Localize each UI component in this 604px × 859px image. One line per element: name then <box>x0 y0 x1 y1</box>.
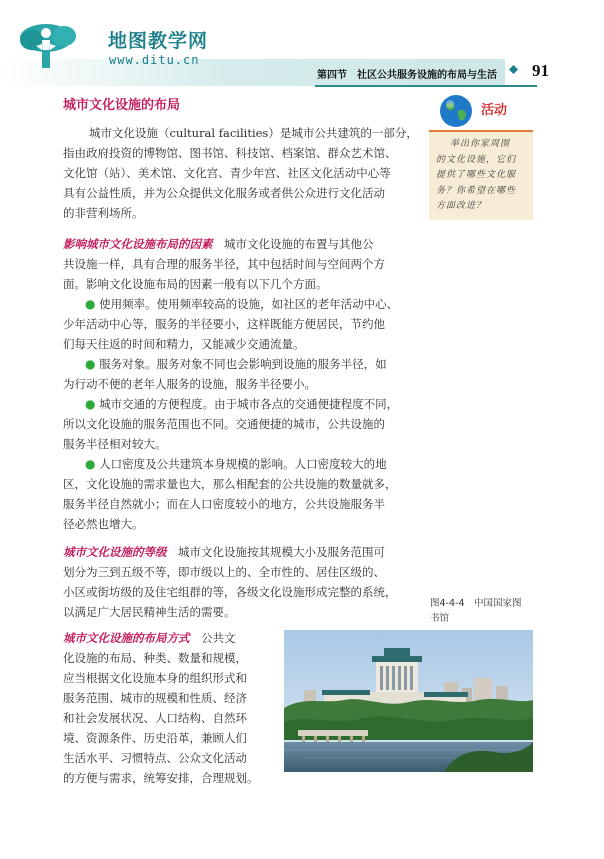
bullet-2-line-2: 为行动不便的老年人服务的设施，服务半径要小。 <box>63 377 316 391</box>
activity-line-3: 提供了哪些文化服 <box>436 170 517 180</box>
layout-line-2: 应当根据文化设施本身的组织形式和 <box>63 671 247 685</box>
logo-title: 地图教学网 <box>108 30 209 52</box>
section-title: 第四节 社区公共服务设施的布局与生活 <box>317 70 497 81</box>
layout-subheading: 城市文化设施的布局方式 <box>63 631 190 645</box>
bullet-1-text: 使用频率。使用频率较高的设施，如社区的老年活动中心、 <box>99 297 399 311</box>
bullet-4-line-2: 区，文化设施的需求量也大，那么相配套的公共设施的数量就多， <box>63 477 397 491</box>
bullet-2-text: 服务对象。服务对象不同也会影响到设施的服务半径，如 <box>99 357 387 371</box>
tree-logo-icon <box>18 20 104 72</box>
layout-line-5: 境、资源条件、历史沿革，兼顾人们 <box>63 731 247 745</box>
activity-line-2: 的文化设施，它们 <box>436 154 517 165</box>
bullet-icon: ● <box>85 397 96 411</box>
bullet-4-line-3: 服务半径自然就小；而在人口密度较小的地方，公共设施服务半 <box>63 497 385 511</box>
bullet-1-line-3: 们每天往返的时间和精力，又能减少交通流量。 <box>63 337 305 351</box>
bullet-1-first <box>85 294 398 315</box>
layout-line-1: 化设施的布局、种类、数量和规模， <box>63 651 247 665</box>
layout-first-line <box>63 628 236 649</box>
levels-line-1: 划分为三到五级不等，即市级以上的、全市性的、居住区级的、 <box>63 565 385 579</box>
library-photo <box>284 630 533 772</box>
activity-line-5: 方面改进？ <box>436 201 487 211</box>
bullet-3-line-2: 所以文化设施的服务范围也不同。交通便捷的城市，公共设施的 <box>63 417 385 431</box>
layout-line-7: 的方便与需求，统筹安排，合理规划。 <box>63 771 259 785</box>
activity-line-1: 举出你家周围 <box>450 139 511 149</box>
factors-line-2: 面。影响文化设施布局的因素一般有以下几个方面。 <box>63 277 328 291</box>
layout-line-4: 和社会发展状况、人口结构、自然环 <box>63 711 247 725</box>
bullet-4-text: 人口密度及公共建筑本身规模的影响。人口密度较大的地 <box>99 457 387 471</box>
layout-line-6: 生活水平、习惯特点、公众文化活动 <box>63 751 247 765</box>
figure-caption-line-1: 图4-4-4 中国国家图 <box>430 598 522 609</box>
levels-lead: 城市文化设施按其规模大小及服务范围可 <box>178 545 385 559</box>
header-rule <box>315 85 537 87</box>
globe-icon <box>438 93 474 129</box>
intro-line-5: 的非营利场所。 <box>63 206 144 220</box>
intro-line-2: 指由政府投资的博物馆、图书馆、科技馆、档案馆、群众艺术馆、 <box>63 146 397 160</box>
activity-line-4: 务？你希望在哪些 <box>436 185 517 196</box>
intro-line-4: 具有公益性质，并为公众提供文化服务或者供公众进行文化活动 <box>63 186 385 200</box>
bullet-3-line-3: 服务半径相对较大。 <box>63 437 167 451</box>
bullet-icon: ● <box>85 457 96 471</box>
logo-url: www.ditu.cn <box>109 53 200 67</box>
bullet-4-line-4: 径必然也增大。 <box>63 517 144 531</box>
layout-lead: 公共文 <box>201 631 236 645</box>
bullet-icon: ● <box>85 297 96 311</box>
bullet-1-line-2: 少年活动中心等，服务的半径要小，这样既能方便居民，节约他 <box>63 317 385 331</box>
bullet-3-first <box>85 394 398 415</box>
factors-first-line <box>63 234 374 255</box>
bullet-icon: ● <box>85 357 96 371</box>
factors-line-1: 共设施一样，具有合理的服务半径，其中包括时间与空间两个方 <box>63 257 385 271</box>
factors-lead: 城市文化设施的布置与其他公 <box>224 237 374 251</box>
factors-subheading: 影响城市文化设施布局的因素 <box>63 237 213 251</box>
figure-caption-line-2: 书馆 <box>430 613 450 624</box>
bullet-4-first <box>85 454 387 475</box>
bullet-3-text: 城市交通的方便程度。由于城市各点的交通便捷程度不同， <box>99 397 399 411</box>
page-heading: 城市文化设施的布局 <box>63 98 181 113</box>
bullet-2-first <box>85 354 387 375</box>
activity-text <box>436 137 528 215</box>
levels-line-3: 以满足广大居民精神生活的需要。 <box>63 605 236 619</box>
diamond-icon <box>509 65 518 74</box>
page-number: 91 <box>532 61 549 80</box>
figure-caption <box>430 596 540 626</box>
layout-line-3: 服务范围、城市的规模和性质、经济 <box>63 691 247 705</box>
levels-line-2: 小区或街坊级的及住宅组群的等，各级文化设施形成完整的系统， <box>63 585 397 599</box>
levels-first-line <box>63 542 385 563</box>
levels-subheading: 城市文化设施的等级 <box>63 545 167 559</box>
intro-line-1: 城市文化设施（cultural facilities）是城市公共建筑的一部分， <box>89 126 418 140</box>
activity-label: 活动 <box>481 103 508 118</box>
intro-line-3: 文化馆（站）、美术馆、文化宫、青少年宫、社区文化活动中心等 <box>63 166 391 180</box>
